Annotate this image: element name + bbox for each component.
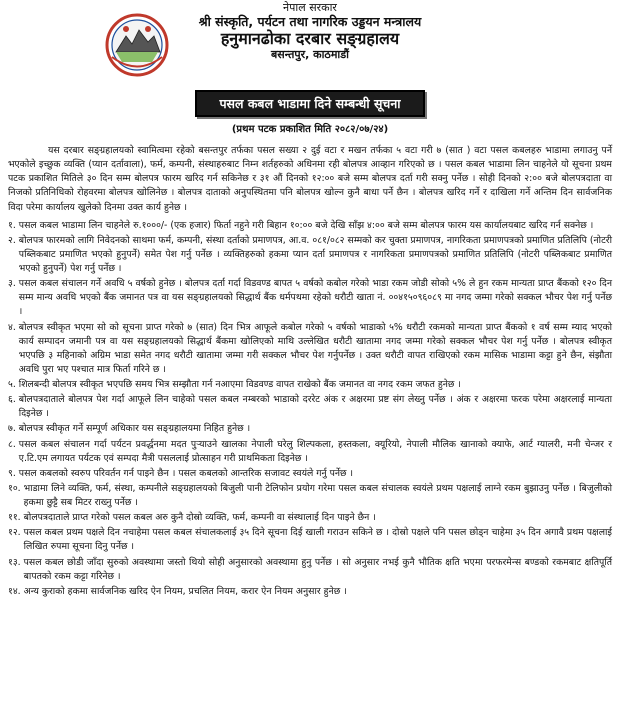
- intro-paragraph: यस दरबार सङ्ग्रहालयको स्वामित्वमा रहेको बसन्तपुर तर्फका पसल सख्या २ दुई वटा र मखन तर्फका ५ वटा गरी ७ (सात ) वटा पसल कबलहरु भाडामा लगाउनु पर्ने भएकोले इच्छुक व्यक्ति (प्यान दर्तावाला), फर्म, कम्पनी, संस्थाहरुबाट निम्न शर्तहरुको अधिनमा रही बोलपत्र आव्हान गरिएको छ । पसल कबल भाडामा लिन चाहनेले यो सूचना प्रथम पटक प्रकाशित मितिले ३० दिन सम्म बोलपत्र फारम खरिद गर्न सकिनेछ र ३१ औं दिनको १२:०० बजे सम्म बोलपत्र दर्ता गरी सक्नु पर्नेछ । सोही दिनको २:०० बजे बोलपत्रदाता वा निजको प्रतिनिधिको रोहवरमा बोलपत्र खोलिनेछ । बोलपत्र दाताको अनुपस्थितमा पनि बोलपत्र खोल्न कुनै बाधा पर्ने छैन । बोलपत्र खरिद गर्ने र दाखिला गर्ने अन्तिम दिन सार्वजनिक विदा परेमा कार्यालय खुलेको दिनमा उक्त कार्य हुनेछ ।: [8, 145, 612, 213]
- notice-title-wrap: [8, 90, 612, 117]
- item-text: बोलपत्र फारमको लागि निवेदनको साथमा फर्म, कम्पनी, संस्था दर्ताको प्रमाणपत्र, आ.व. ०८१/०८२ सम्मको कर चुक्ता प्रमाणपत्र, नागरिकता प्रमाणपत्रको प्रमाणित प्रतिलिपि (नोटरी पब्लिकबाट प्रमाणित भएको हुनुपर्ने) समेत पेश गर्नु पर्नेछ । व्यक्तिहरुको हकमा प्यान दर्ता प्रमाणपत्र र नागरिकता प्रमाणपत्रको प्रमाणित प्रतिलिपि (नोटरी पब्लिकबाट प्रमाणित भएको हुनुपर्ने) पेश गर्नु पर्नेछ ।: [18, 234, 612, 274]
- item-number: ८.: [8, 438, 16, 450]
- nepal-government-emblem-icon: [104, 12, 170, 78]
- office-address: बसन्तपुर, काठमाडौं: [271, 47, 349, 61]
- item-number: १०.: [8, 482, 21, 494]
- notice-title: पसल कबल भाडामा दिने सम्बन्धी सूचना: [195, 90, 424, 117]
- govt-line: नेपाल सरकार: [283, 1, 337, 14]
- item-number: ५.: [8, 379, 16, 390]
- item-text: बोलपत्रदाताले बोलपत्र पेश गर्दा आफूले लिन चाहेको पसल कबल नम्बरको भाडाको दररेट अंक र अक्षरमा प्रष्ट संग लेख्नु पर्नेछ । अंक र अक्षरमा फरक परेमा अक्षरलाई मान्यता दिइनेछ ।: [18, 394, 612, 420]
- item-text: बोलपत्र स्वीकृत भएमा सो को सूचना प्राप्त गरेको ७ (सात) दिन भित्र आफूले कबोल गरेको ५ वर्षको भाडाको ५% धरौटी रकमको मान्यता प्राप्त बैंकको १ वर्ष सम्म म्याद भएको कार्य सम्पादन जमानी पत्र वा यस सङ्ग्रहालयको सिद्धार्थ बैंकमा खोलिएको माथि उल्लेखित धरौटी खातामा नगद जम्मा गरेको सक्कल भौचर पेश गर्नु पर्नेछ । बोलपत्र स्वीकृत भएपछि ३ महिनाको अग्रिम भाडा समेत नगद धरौटी खातामा जम्मा गरी सक्कल भौचर पेश गर्नुपर्नेछ । उक्त धरौटी वापत राखिएको रकम मासिक भाडामा कट्टा हुने छैन, संझौता अवधि पुरा भए पश्चात मात्र फिर्ता गरिने छ ।: [18, 321, 612, 375]
- list-item: [8, 219, 612, 233]
- list-item: [8, 482, 612, 510]
- item-number: ९.: [8, 467, 16, 479]
- item-number: १३.: [8, 556, 21, 568]
- item-number: ४.: [8, 321, 16, 333]
- item-text: पसल कबलको स्वरुप परिवर्तन गर्न पाइने छैन । पसल कबलको आन्तरिक सजावट स्वयंले गर्नु पर्नेछ ।: [18, 467, 354, 479]
- item-text: अन्य कुराको हकमा सार्वजनिक खरिद ऐन नियम, प्रचलित नियम, करार ऐन नियम अनुसार हुनेछ ।: [23, 585, 347, 597]
- list-item: [8, 511, 612, 525]
- letterhead: [8, 2, 612, 86]
- item-text: बोलपत्रदाताले प्राप्त गरेको पसल कबल अरु कुनै दोस्रो व्यक्ति, फर्म, कम्पनी वा संस्थालाई दिन पाइने छैन ।: [23, 512, 376, 524]
- list-item: [8, 556, 612, 584]
- item-number: ६.: [8, 394, 16, 406]
- item-number: १४.: [8, 585, 21, 597]
- list-item: [8, 277, 612, 319]
- office-name: हनुमानढोका दरबार सङ्ग्रहालय: [220, 28, 400, 48]
- list-item: [8, 393, 612, 421]
- item-text: पसल कबल भाडामा लिन चाहनेले रु.१०००/- (एक हजार) फिर्ता नहुने गरी बिहान १०:०० बजे देखि साँझ ४:०० बजे सम्म बोलपत्र फारम यस कार्यालयबाट खरिद गर्न सक्नेछ ।: [18, 219, 594, 231]
- item-number: १२.: [8, 527, 21, 539]
- list-item: [8, 422, 612, 436]
- item-text: शिलबन्दी बोलपत्र स्वीकृत भएपछि समय भित्र सम्झौता गर्न नआएमा विडवण्ड वापत राखेको बैंक जमानत वा नगद रकम जफत हुनेछ ।: [18, 379, 461, 390]
- list-item: [8, 438, 612, 466]
- item-number: ७.: [8, 423, 16, 435]
- item-text: बोलपत्र स्वीकृत गर्ने सम्पूर्ण अधिकार यस सङ्ग्रहालयमा निहित हुनेछ ।: [18, 423, 251, 435]
- item-text: पसल कबल संचालन गर्ने अवधि ५ वर्षको हुनेछ । बोलपत्र दर्ता गर्दा विडवण्ड बापत ५ वर्षको कबोल गरेको भाडा रकम जोडी सोको ५% ले हुन रकम मान्यता प्राप्त बैंकको १२० दिन सम्म मान्य अवधि भएको बैंक जमानत पत्र वा यस सङ्ग्रहालयको सिद्धार्थ बैंक धर्मपथमा रहेको धरौटी खाता नं. ००४१५०९६०८९ मा नगद जम्मा गरेको सक्कल भौचर पेश गर्नु पर्नेछ ।: [18, 278, 612, 318]
- published-date: (प्रथम पटक प्रकाशित मिति २०८२/०७/२४): [231, 124, 389, 135]
- item-number: १.: [8, 219, 16, 231]
- item-text: पसल कबल छोडी जाँदा सुरुको अवस्थामा जस्तो थियो सोही अनुसारको अवस्थामा हुनु पर्नेछ । सो अनुसार नभई कुनै भौतिक क्षति भएमा परफरमेन्स बण्डको रकमबाट क्षतिपूर्ति बापतको रकम कट्टा गरिनेछ ।: [23, 556, 612, 582]
- item-text: पसल कबल प्रथम पक्षले दिन नचाहेमा पसल कबल संचालकलाई ३५ दिने सूचना दिई खाली गराउन सकिने छ । दोस्रो पक्षले पनि पसल छोड्न चाहेमा ३५ दिन अगावै प्रथम पक्षलाई लिखित रुपमा सूचना दिनु पर्नेछ ।: [23, 527, 612, 553]
- ministry-name: श्री संस्कृति, पर्यटन तथा नागरिक उड्डयन मन्त्रालय: [198, 13, 422, 29]
- item-text: भाडामा लिने व्यक्ति, फर्म, संस्था, कम्पनीले सङ्ग्रहालयको बिजुली पानी टेलिफोन प्रयोग गरेमा पसल कबल संचालक स्वयंले प्रथम पक्षलाई लाग्ने रकम बुझाउनु पर्नेछ । बिजुलीको हकमा छुट्टै सब मिटर राख्नु पर्नेछ ।: [23, 482, 612, 508]
- list-item: [8, 321, 612, 378]
- item-text: पसल कबल संचालन गर्दा पर्यटन प्रवर्द्धनमा मदत पुऱ्याउने खालका नेपाली घरेलु शिल्पकला, हस्तकला, क्यूरियो, नेपाली मौलिक खानाको क्याफे, आर्ट ग्यालरी, मनी चेन्जर र ए.टि.एम लगायत पर्यटक एवं सम्पदा मैत्री पसललाई प्रोत्साहन गरी प्राथमिकता दिइनेछ ।: [18, 438, 612, 464]
- item-number: ११.: [8, 512, 21, 524]
- list-item: [8, 585, 612, 599]
- list-item: [8, 467, 612, 481]
- conditions-list: [8, 219, 612, 599]
- list-item: [8, 234, 612, 276]
- item-number: ३.: [8, 278, 16, 290]
- list-item: [8, 378, 612, 392]
- item-number: २.: [8, 234, 16, 246]
- list-item: [8, 526, 612, 554]
